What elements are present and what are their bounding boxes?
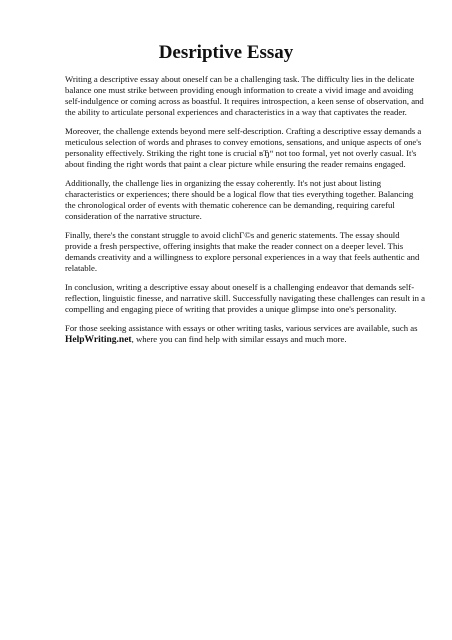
paragraph-1: Writing a descriptive essay about oneself can be a challenging task. The difficulty lies in the delicate balance one must strike between providing enough information to create a vivid image and avoiding self-indulgence or coming across as boastful. It requires introspection, a keen sense of observation, and the ability to articulate personal experiences and characteristics in a way that captivates the reader.: [65, 74, 424, 117]
paragraph-4: Finally, there's the constant struggle to avoid clichГ©s and generic statements. The essay should provide a fresh perspective, offering insights that make the reader connect on a deeper level. This demands creativity and a willingness to explore personal experiences in a way that feels authentic and relatable.: [65, 230, 420, 273]
paragraph-3: Additionally, the challenge lies in organizing the essay coherently. It's not just about listing characteristics or experiences; there should be a logical flow that ties everything together. Balancing the chronological order of events with thematic coherence can be demanding, requiring careful consideration of the narrative structure.: [65, 178, 414, 221]
essay-body: [65, 74, 425, 354]
closing-text-after: , where you can find help with similar essays and much more.: [131, 334, 347, 344]
closing-paragraph: [65, 323, 425, 346]
closing-text-before: For those seeking assistance with essays or other writing tasks, various services are available, such as: [65, 323, 418, 333]
paragraph-5: In conclusion, writing a descriptive essay about oneself is a challenging endeavor that demands self-reflection, linguistic finesse, and narrative skill. Successfully navigating these challenges can result in a compelling and engaging piece of writing that provides a unique glimpse into one's personality.: [65, 282, 425, 314]
helpwriting-link[interactable]: HelpWriting.net: [65, 335, 132, 345]
page-title: Desriptive Essay: [158, 42, 294, 63]
paragraph-2: Moreover, the challenge extends beyond mere self-description. Crafting a descriptive essay demands a meticulous selection of words and phrases to convey emotions, sensations, and unique aspects of one's personality effectively. Striking the right tone is crucial вЂ“ not too formal, yet not overly casual. It's about finding the right words that paint a clear picture while ensuring the reader remains engaged.: [65, 126, 422, 169]
